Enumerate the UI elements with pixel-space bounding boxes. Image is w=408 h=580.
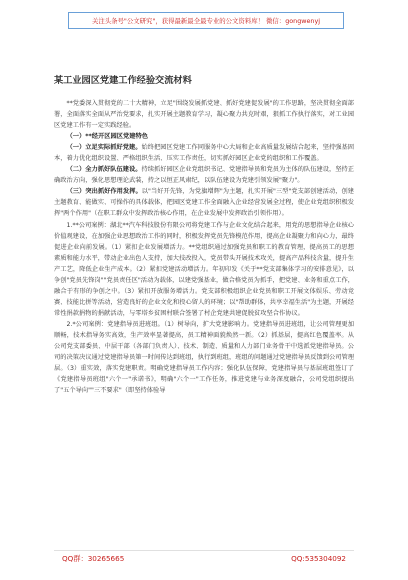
footer-qq: QQ:535304092 (291, 554, 346, 563)
case-label: 2.*公司案例： (66, 320, 108, 328)
banner-text: 关注头条号"公文研究"，获得最新最全最专业的公文资料库！ 微信：gongwenyj (91, 17, 321, 25)
paragraph-lead: （一）立足实际抓好党建。 (66, 144, 142, 152)
case-text: 湖北**汽车科技股份有限公司将党建工作与企业文化结合起来，用党的思想指导企业核心价值观建设，在加强企业思想政治工作的同时，积极发挥党员先锋模范作用，提高企业凝聚力和向心力，最终促进企业向前发展。（1）紧扣企业发展增活力。**党组织通过加强党员和职工的教育管理，提高员工的思想素质和能力水平，带动企业出色人支持，加大技改投入，党员带头开展技术攻关，提高产品科技含量，提升生产工艺，降低企业生产成本。（2）紧扣党建活动增活力。年初印发《关于**党支部集体学习的安排意见》，以争创"党员先锋岗""党员责任区"活动为载体，以建党强基业，做合格党员为抓手，把党建、业务和重点工作，融合于有形的争创之中。（3）紧扣开放服务增活力。党支部积极组织企业党员和职工开展文体娱乐、劳动竞赛、技能比拼等活动，营造良好的企业文化和投心留人的环境；以"帮助群体，共享幸福生活"为主题，开展经常性捐款捐物的捐献活动，与零塔乡贫困村联合签署了村企党建共建促脱贫攻坚合作协议。 (54, 221, 355, 317)
paragraph-text: 持续抓好园区企业党组织书记、党建指导员和党员为主体的队伍建设，坚持正确政治方向，强化思想理论武装，持之以恒正风肃纪，以队伍建设为党建引领发展"聚力"。 (54, 166, 354, 185)
paragraph-lead: （三）突出抓好作用发挥。 (66, 188, 142, 196)
document-title: 某工业园区党建工作经验交流材料 (54, 75, 192, 86)
paragraph-lead: （二）全力抓好队伍建设。 (66, 166, 142, 174)
section-heading: （一）**经开区园区党建特色 (66, 133, 149, 141)
paragraph-team-building (54, 164, 354, 186)
intro-paragraph: **党委深入贯彻党的二十大精神，立足"围绕发展抓党建、抓好党建促发展"的工作思路，坚决贯彻全面部署，全面落实全面从严治党要求，扎实开展主题教育学习，凝心聚力共克时艰，狠抓工作执行落实，对工业园区党建工作有一定实践经验。 (54, 100, 354, 130)
paragraph-text: 以"当好开先锋，为党旗增辉"为主题，扎实开展"三型"党支部创建活动，创建主题教育、能做实、可操作的具体载体，把园区党建工作全面融入企业经营发展全过程，使企业党组织积极发挥"两个作用"（在职工群众中发挥政治核心作用，在企业发展中发挥政治引领作用）。 (54, 188, 355, 218)
paragraph-party-building (54, 142, 354, 164)
paragraph-role-play (54, 186, 354, 219)
footer-banner (54, 550, 354, 566)
paragraph-case-1 (54, 220, 354, 319)
document-body (54, 98, 354, 396)
case-label: 1.**公司案例： (66, 221, 111, 229)
paragraph-text: 始终把园区党建工作同服务中心大局和企业高质量发展结合起来，坚持强基固本，着力优化组织设置、严格组织生活、压实工作责任，切实抓好园区企业党的组织和工作覆盖。 (54, 144, 354, 163)
header-banner (68, 12, 344, 29)
footer-qq-group: QQ群：30265665 (62, 553, 125, 563)
case-text: 党建指导员进班组。（1）树导向，扩大党建影响力。党建指导员进班组，让公司管理更加顺畅，技术指导务实高效，生产效率显著提高，员工精神面貌焕然一新。（2）抓基层，提高红色覆盖率。从公司党支部委员、中层干部（各部门负责人）、技术、制造、质量和人力部门业务骨干中选派党建指导员。公司的决策决议通过党建指导员第一时间传达到班组，执行到班组，班组的问题通过党建指导员反馈到公司管理层。（3）重实效，落实党建职责。明确党建指导员工作内容；强化队伍保障，党建指导员与基层班组签订了《党建指导员班组"六个一"承诺书》，明确"六个一"工作任务，推进党建与业务深度融合，公司党组织提出了"五个导向""三不要求"（即坚持体验导 (54, 320, 354, 395)
paragraph-case-2 (54, 319, 354, 396)
